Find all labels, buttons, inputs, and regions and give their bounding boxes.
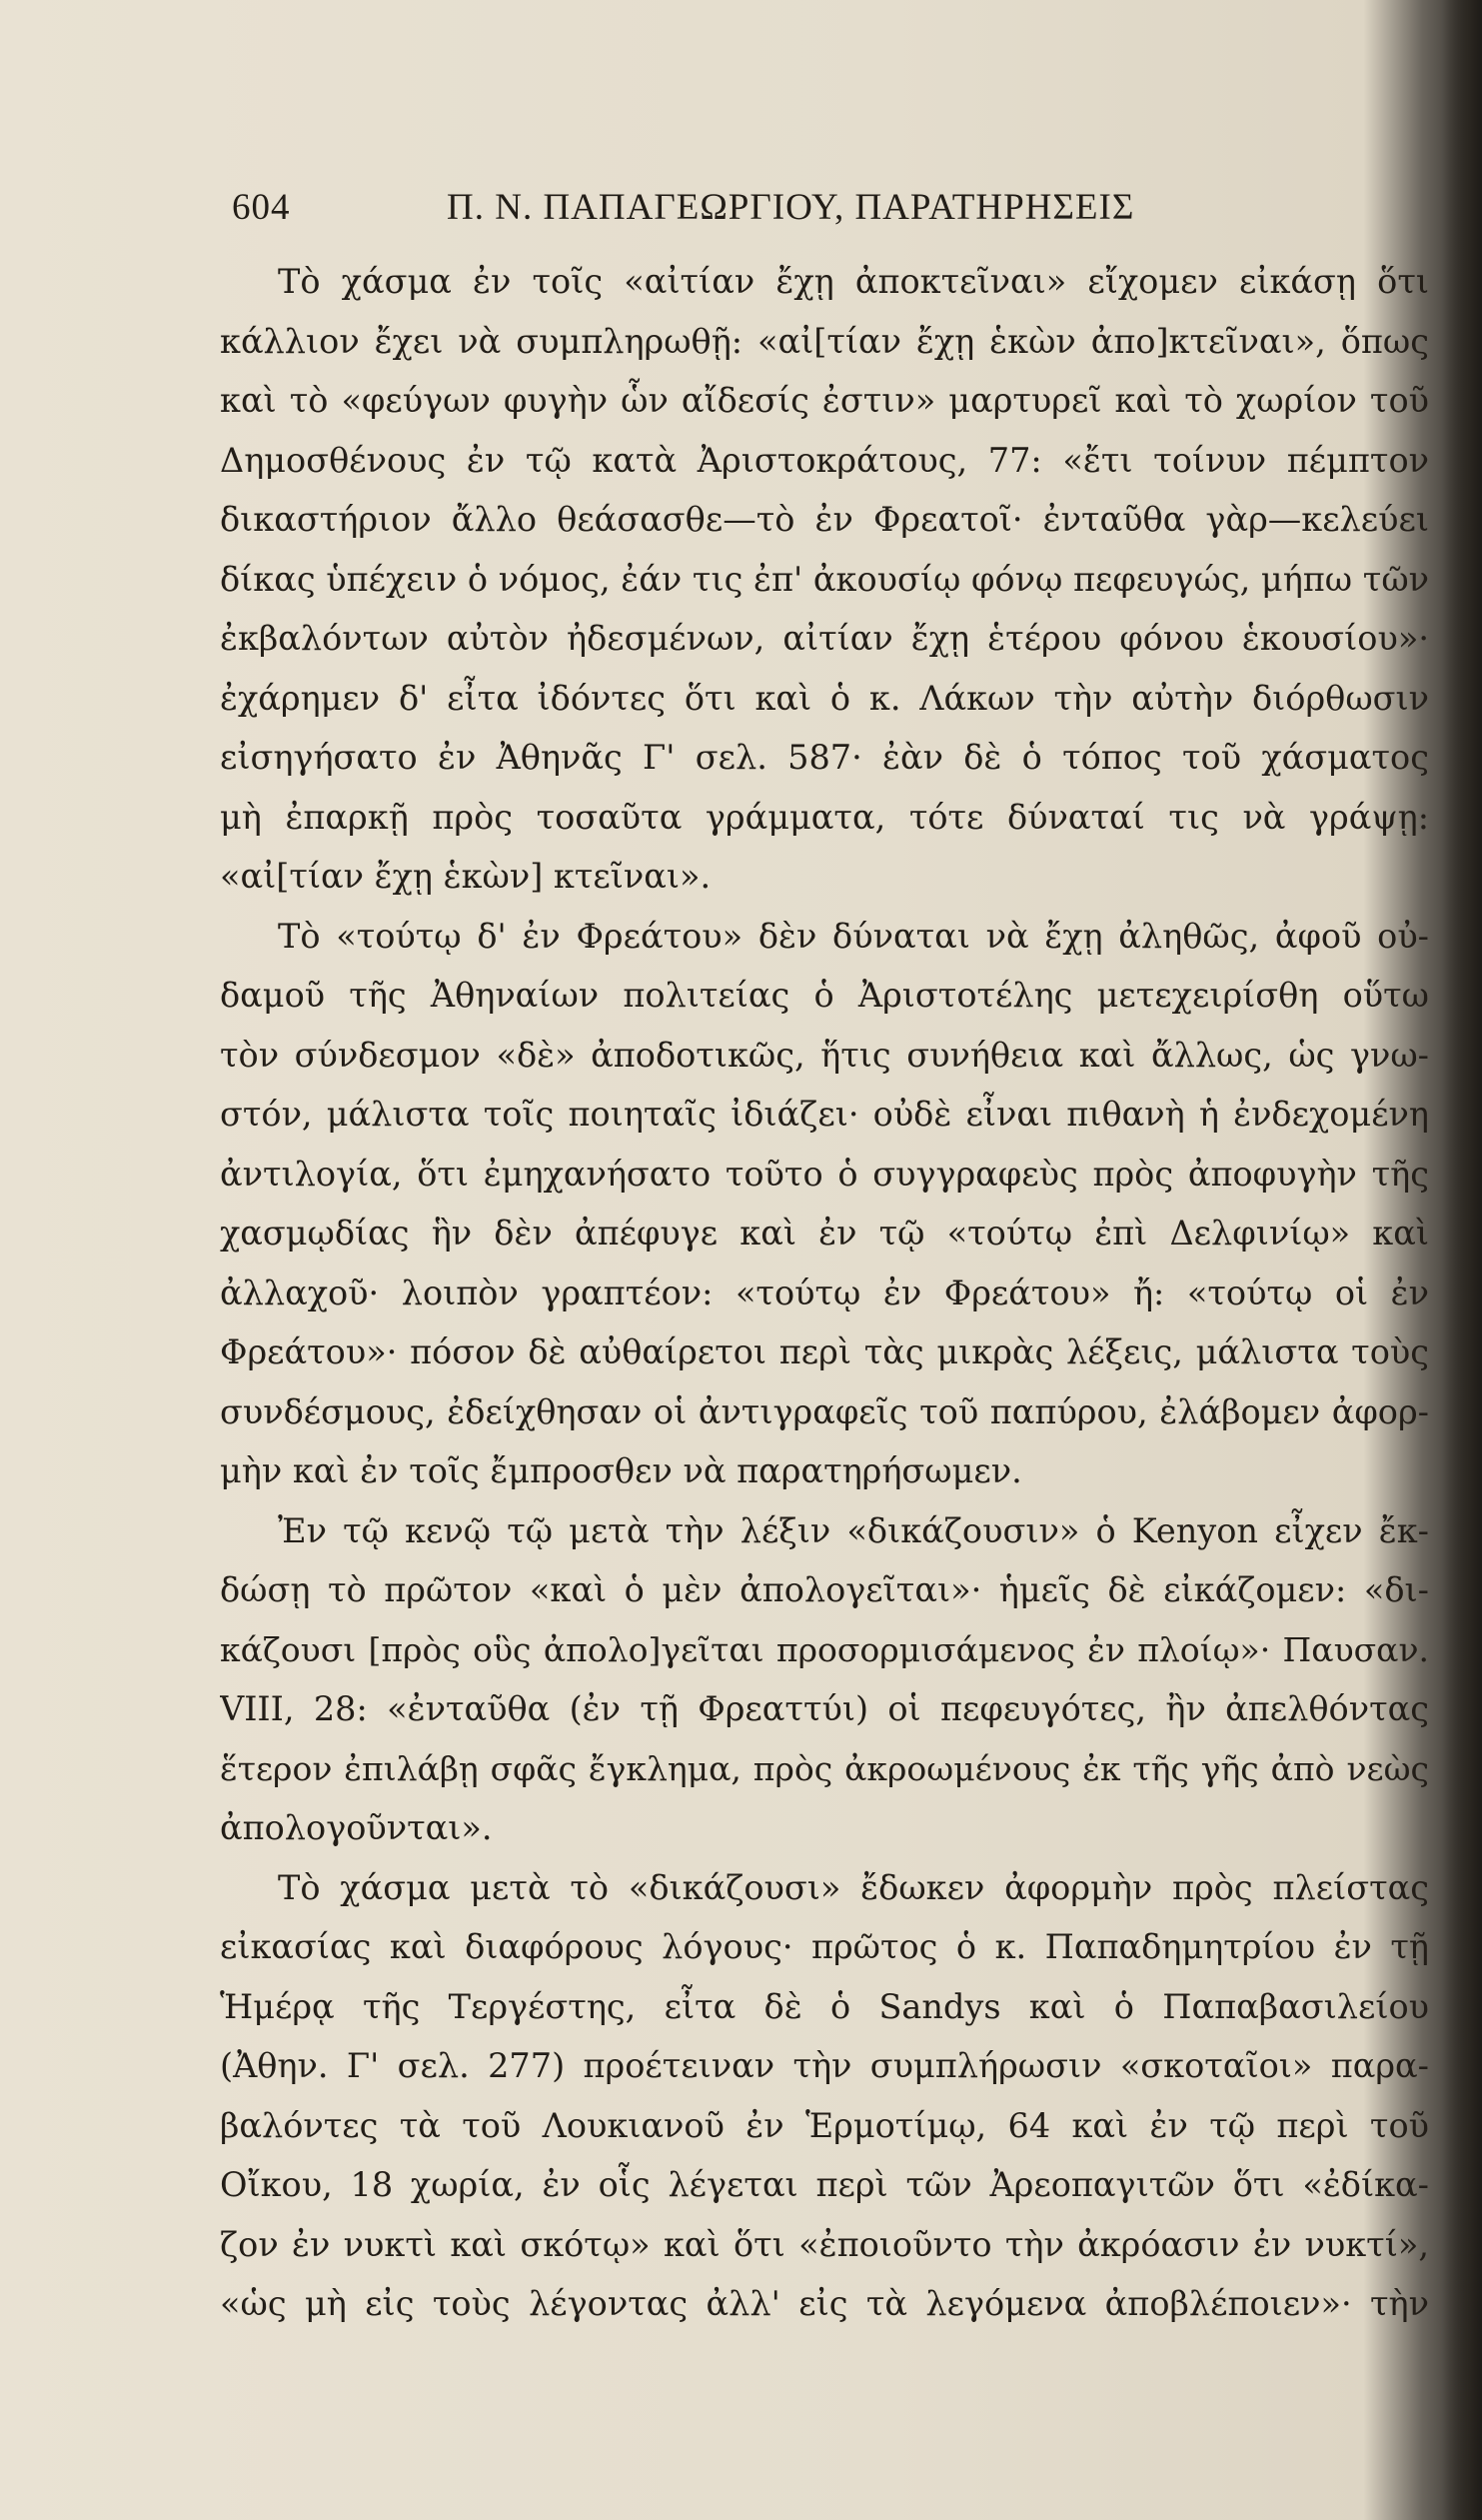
text-line: Τὸ «τούτῳ δ' ἐν Φρεάτου» δὲν δύναται νὰ ἔχῃ ἀληθῶς, ἀφοῦ οὐ- <box>278 916 1429 956</box>
page-edge-shadow <box>1442 0 1482 2520</box>
text-line: VIII, 28: «ἐνταῦθα (ἐν τῇ Φρεαττύι) οἱ πεφευγότες, ἢν ἀπελθόντας <box>220 1689 1429 1728</box>
text-line: κάλλιον ἔχει νὰ συμπληρωθῇ: «αἰ[τίαν ἔχῃ ἑκὼν ἀπο]κτεῖναι», ὅπως <box>220 321 1429 361</box>
page-number: 604 <box>232 187 291 228</box>
body-text <box>220 252 1429 2334</box>
page-header <box>232 186 1351 238</box>
text-line: τὸν σύνδεσμον «δὲ» ἀποδοτικῶς, ἥτις συνήθεια καὶ ἄλλως, ὡς γνω- <box>220 1035 1429 1075</box>
text-line: «αἰ[τίαν ἔχῃ ἑκὼν] κτεῖναι». <box>220 857 712 896</box>
text-line: (Ἀθην. Γ' σελ. 277) προέτειναν τὴν συμπλήρωσιν «σκοταῖοι» παρα- <box>220 2046 1429 2085</box>
text-line: δώσῃ τὸ πρῶτον «καὶ ὁ μὲν ἀπολογεῖται»· ἡμεῖς δὲ εἰκάζομεν: «δι- <box>220 1570 1429 1609</box>
text-line: δαμοῦ τῆς Ἀθηναίων πολιτείας ὁ Ἀριστοτέλης μετεχειρίσθη οὕτω <box>220 976 1429 1015</box>
text-line: ζον ἐν νυκτὶ καὶ σκότῳ» καὶ ὅτι «ἐποιοῦντο τὴν ἀκρόασιν ἐν νυκτί», <box>220 2224 1429 2264</box>
text-line: καὶ τὸ «φεύγων φυγὴν ὧν αἴδεσίς ἐστιν» μαρτυρεῖ καὶ τὸ χωρίον τοῦ <box>220 381 1429 420</box>
text-line: δίκας ὑπέχειν ὁ νόμος, ἐάν τις ἐπ' ἀκουσίῳ φόνῳ πεφευγώς, μήπω τῶν <box>220 559 1429 599</box>
text-line: Οἴκου, 18 χωρία, ἐν οἷς λέγεται περὶ τῶν Ἀρεοπαγιτῶν ὅτι «ἐδίκα- <box>220 2165 1429 2204</box>
text-line: εἰκασίας καὶ διαφόρους λόγους· πρῶτος ὁ κ. Παπαδημητρίου ἐν τῇ <box>220 1927 1429 1966</box>
text-line: εἰσηγήσατο ἐν Ἀθηνᾶς Γ' σελ. 587· ἐὰν δὲ ὁ τόπος τοῦ χάσματος <box>220 738 1429 777</box>
text-line: συνδέσμους, ἐδείχθησαν οἱ ἀντιγραφεῖς τοῦ παπύρου, ἐλάβομεν ἀφορ- <box>220 1391 1429 1431</box>
text-line: «ὡς μὴ εἰς τοὺς λέγοντας ἀλλ' εἰς τὰ λεγόμενα ἀποβλέποιεν»· τὴν <box>220 2284 1429 2323</box>
text-line: ἐχάρημεν δ' εἶτα ἰδόντες ὅτι καὶ ὁ κ. Λάκων τὴν αὐτὴν διόρθωσιν <box>220 678 1429 718</box>
text-line: κάζουσι [πρὸς οὓς ἀπολο]γεῖται προσορμισάμενος ἐν πλοίῳ»· Παυσαν. <box>220 1629 1429 1669</box>
text-line: μὴ ἐπαρκῇ πρὸς τοσαῦτα γράμματα, τότε δύναταί τις νὰ γράψῃ: <box>220 797 1429 837</box>
text-line: χασμῳδίας ἣν δὲν ἀπέφυγε καὶ ἐν τῷ «τούτῳ ἐπὶ Δελφινίῳ» καὶ <box>220 1214 1429 1253</box>
text-line: ἀπολογοῦνται». <box>220 1808 493 1847</box>
text-line: ἕτερον ἐπιλάβῃ σφᾶς ἔγκλημα, πρὸς ἀκροωμένους ἐκ τῆς γῆς ἀπὸ νεὼς <box>220 1748 1429 1788</box>
text-line: δικαστήριον ἄλλο θεάσασθε—τὸ ἐν Φρεατοῖ· ἐνταῦθα γὰρ—κελεύει <box>220 500 1429 539</box>
text-line: Ἡμέρᾳ τῆς Τεργέστης, εἶτα δὲ ὁ Sandys καὶ ὁ Παπαβασιλείου <box>220 1986 1429 2026</box>
text-line: Φρεάτου»· πόσον δὲ αὐθαίρετοι περὶ τὰς μικρὰς λέξεις, μάλιστα τοὺς <box>220 1332 1429 1371</box>
text-line: μὴν καὶ ἐν τοῖς ἔμπροσθεν νὰ παρατηρήσωμεν. <box>220 1451 1022 1490</box>
text-line: ἀλλαχοῦ· λοιπὸν γραπτέον: «τούτῳ ἐν Φρεάτου» ἤ: «τούτῳ οἱ ἐν <box>220 1272 1429 1312</box>
text-line: Τὸ χάσμα μετὰ τὸ «δικάζουσι» ἔδωκεν ἀφορμὴν πρὸς πλείστας <box>278 1867 1429 1907</box>
text-line: στόν, μάλιστα τοῖς ποιηταῖς ἰδιάζει· οὐδὲ εἶναι πιθανὴ ἡ ἐνδεχομένη <box>220 1095 1429 1134</box>
text-line: Τὸ χάσμα ἐν τοῖς «αἰτίαν ἔχῃ ἀποκτεῖναι» εἴχομεν εἰκάσῃ ὅτι <box>278 262 1429 301</box>
text-line: Δημοσθένους ἐν τῷ κατὰ Ἀριστοκράτους, 77: «ἔτι τοίνυν πέμπτον <box>220 440 1429 480</box>
running-head: Π. Ν. ΠΑΠΑΓΕΩΡΓΙΟΥ, ΠΑΡΑΤΗΡΗΣΕΙΣ <box>447 187 1135 228</box>
text-line: Ἐν τῷ κενῷ τῷ μετὰ τὴν λέξιν «δικάζουσιν» ὁ Kenyon εἶχεν ἔκ- <box>278 1510 1429 1550</box>
text-line: ἐκβαλόντων αὐτὸν ἠδεσμένων, αἰτίαν ἔχῃ ἑτέρου φόνου ἑκουσίου»· <box>220 619 1429 658</box>
text-line: ἀντιλογία, ὅτι ἐμηχανήσατο τοῦτο ὁ συγγραφεὺς πρὸς ἀποφυγὴν τῆς <box>220 1154 1429 1194</box>
text-line: βαλόντες τὰ τοῦ Λουκιανοῦ ἐν Ἑρμοτίμῳ, 64 καὶ ἐν τῷ περὶ τοῦ <box>220 2105 1429 2145</box>
